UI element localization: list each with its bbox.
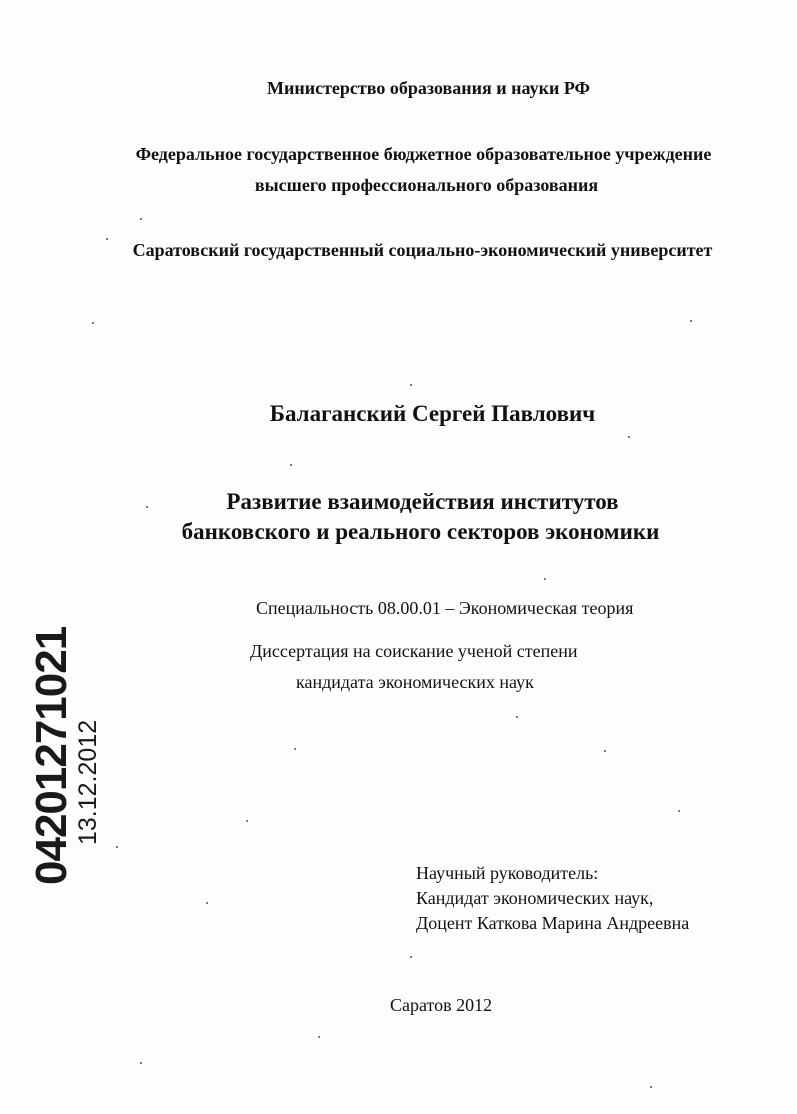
scan-speck bbox=[678, 810, 680, 812]
supervisor-degree: Кандидат экономических наук, bbox=[416, 888, 654, 908]
scan-speck bbox=[146, 506, 148, 508]
supervisor-name: Доцент Каткова Марина Андреевна bbox=[416, 913, 690, 933]
degree-line-1: Диссертация на соискание ученой степени bbox=[250, 641, 578, 661]
scan-speck bbox=[628, 436, 630, 438]
scan-speck bbox=[294, 748, 296, 750]
ministry-name: Министерство образования и науки РФ bbox=[267, 78, 590, 98]
library-stamp-number: 04201271021 bbox=[27, 626, 76, 885]
scan-speck bbox=[650, 1086, 652, 1088]
scan-speck bbox=[140, 1062, 142, 1064]
degree-line-2: кандидата экономических наук bbox=[296, 672, 534, 692]
author-name: Балаганский Сергей Павлович bbox=[269, 401, 596, 426]
scan-speck bbox=[410, 384, 412, 386]
scan-speck bbox=[290, 464, 292, 466]
institution-line-2: высшего профессионального образования bbox=[254, 175, 599, 195]
scan-speck bbox=[116, 846, 118, 848]
scan-speck bbox=[246, 820, 248, 822]
scan-speck bbox=[410, 956, 412, 958]
scan-speck bbox=[544, 578, 546, 580]
scan-speck bbox=[318, 1036, 320, 1038]
specialty: Специальность 08.00.01 – Экономическая теория bbox=[256, 598, 634, 618]
scan-speck bbox=[92, 322, 94, 324]
scan-speck bbox=[206, 902, 208, 904]
library-stamp-date: 13.12.2012 bbox=[74, 719, 102, 845]
scan-speck bbox=[140, 218, 142, 220]
supervisor-heading: Научный руководитель: bbox=[416, 863, 599, 883]
institution-line-1: Федеральное государственное бюджетное образовательное учреждение bbox=[135, 144, 712, 164]
city-year: Саратов 2012 bbox=[390, 995, 493, 1015]
university-name: Саратовский государственный социально-экономический университет bbox=[132, 240, 713, 260]
scan-speck bbox=[690, 320, 692, 322]
scan-speck bbox=[516, 716, 518, 718]
dissertation-title-line-1: Развитие взаимодействия институтов bbox=[226, 489, 619, 514]
scan-speck bbox=[604, 750, 606, 752]
dissertation-title-line-2: банковского и реального секторов экономики bbox=[181, 519, 660, 544]
scan-speck bbox=[106, 238, 108, 240]
